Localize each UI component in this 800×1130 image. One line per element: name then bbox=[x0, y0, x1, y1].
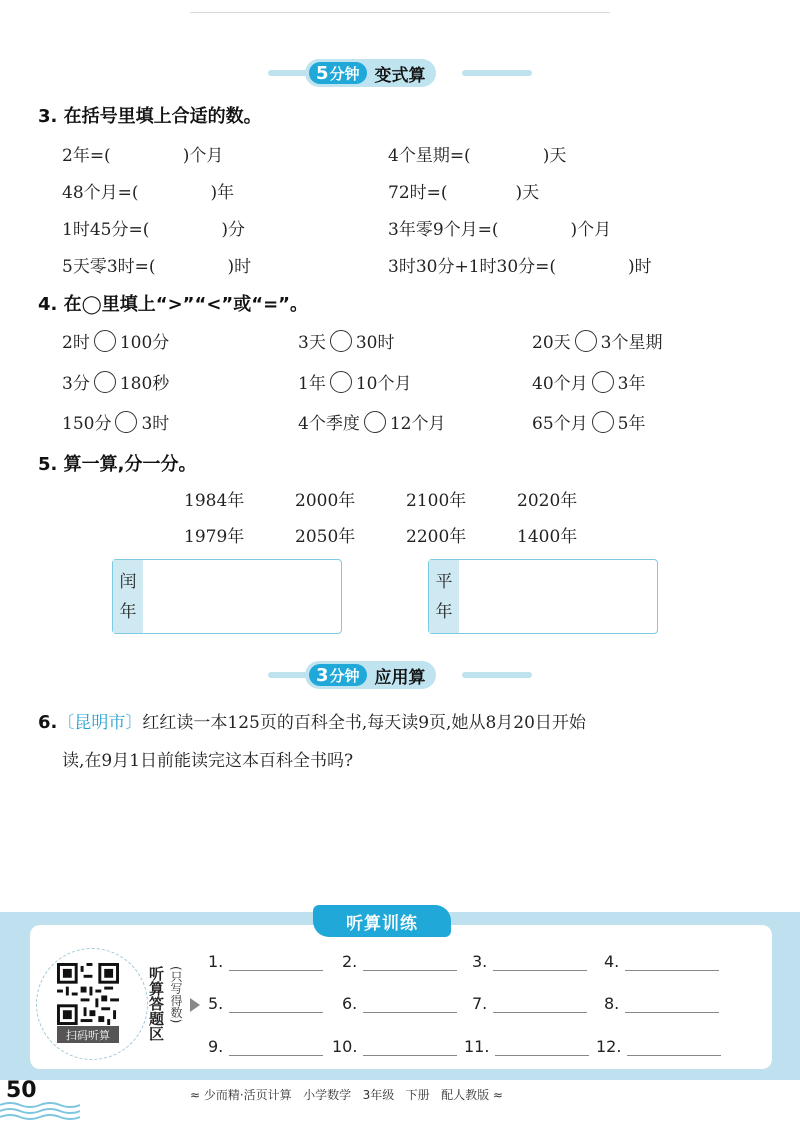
compare-circle[interactable] bbox=[94, 371, 116, 393]
year-item: 1984年 bbox=[184, 491, 245, 511]
year-item: 1400年 bbox=[517, 527, 578, 547]
q4-item-8: 4个季度 12个月 bbox=[298, 409, 445, 434]
q4-item-9: 65个月 5年 bbox=[532, 409, 645, 434]
q4-item-1: 2时 100分 bbox=[62, 328, 169, 353]
q3-title: 3. 在括号里填上合适的数。 bbox=[38, 106, 262, 127]
answer-slot[interactable]: 7. bbox=[472, 994, 587, 1013]
header-wing-right bbox=[462, 70, 532, 76]
common-year-label: 平 年 bbox=[429, 560, 459, 633]
section-header-applied bbox=[0, 660, 800, 690]
answer-slot[interactable]: 8. bbox=[604, 994, 719, 1013]
answer-area-label: 听算答题区 bbox=[147, 966, 165, 1041]
leap-year-label: 闰 年 bbox=[113, 560, 143, 633]
answer-slot[interactable]: 6. bbox=[342, 994, 457, 1013]
q4-item-4: 3分 180秒 bbox=[62, 369, 169, 394]
q4-item-2: 3天 30时 bbox=[298, 328, 394, 353]
q3-item-5: 1时45分=( )分 bbox=[62, 220, 245, 240]
q3-item-6: 3年零9个月=( )个月 bbox=[388, 220, 612, 240]
q6-line-2: 读,在9月1日前能读完这本百科全书吗? bbox=[62, 751, 354, 771]
footer-text: ≈ 少而精·活页计算 小学数学 3年级 下册 配人教版 ≈ bbox=[190, 1088, 503, 1102]
time-badge: 5 分钟 bbox=[309, 62, 367, 84]
compare-circle[interactable] bbox=[592, 411, 614, 433]
compare-circle[interactable] bbox=[592, 371, 614, 393]
q3-item-8: 3时30分+1时30分=( )时 bbox=[388, 257, 652, 277]
q5-title: 5. 算一算,分一分。 bbox=[38, 454, 197, 475]
q4-item-6: 40个月 3年 bbox=[532, 369, 645, 394]
answer-note: (只写得数) bbox=[169, 966, 183, 1024]
year-item: 1979年 bbox=[184, 527, 245, 547]
q3-item-4: 72时=( )天 bbox=[388, 183, 540, 203]
answer-slot[interactable]: 1. bbox=[208, 952, 323, 971]
answer-slot[interactable]: 9. bbox=[208, 1037, 323, 1056]
compare-circle[interactable] bbox=[364, 411, 386, 433]
scan-label: 扫码听算 bbox=[57, 1026, 119, 1043]
q3-item-7: 5天零3时=( )时 bbox=[62, 257, 252, 277]
header-pill bbox=[305, 59, 436, 87]
year-item: 2020年 bbox=[517, 491, 578, 511]
region-tag: 〔昆明市〕 bbox=[57, 713, 143, 733]
arrow-right-icon bbox=[190, 998, 200, 1012]
wave-decoration-icon bbox=[0, 1100, 80, 1120]
year-item: 2050年 bbox=[295, 527, 356, 547]
section-title: 应用算 bbox=[374, 667, 426, 688]
qr-code-icon[interactable] bbox=[57, 963, 119, 1025]
time-badge: 3 分钟 bbox=[309, 664, 367, 686]
year-item: 2000年 bbox=[295, 491, 356, 511]
q6-line-1: 6.〔昆明市〕红红读一本125页的百科全书,每天读9页,她从8月20日开始 bbox=[38, 712, 586, 733]
answer-slot[interactable]: 5. bbox=[208, 994, 323, 1013]
q4-title: 4. 在◯里填上“>”“<”或“=”。 bbox=[38, 294, 308, 315]
q3-item-2: 4个星期=( )天 bbox=[388, 146, 567, 166]
common-year-box[interactable] bbox=[428, 559, 658, 634]
page-number: 50 bbox=[6, 1078, 37, 1103]
year-item: 2100年 bbox=[406, 491, 467, 511]
q4-item-5: 1年 10个月 bbox=[298, 369, 411, 394]
leap-year-box[interactable] bbox=[112, 559, 342, 634]
top-rule bbox=[190, 12, 610, 13]
answer-slot[interactable]: 10. bbox=[332, 1037, 457, 1056]
listening-title: 听算训练 bbox=[313, 905, 451, 937]
compare-circle[interactable] bbox=[330, 330, 352, 352]
answer-slot[interactable]: 4. bbox=[604, 952, 719, 971]
answer-slot[interactable]: 2. bbox=[342, 952, 457, 971]
q3-item-1: 2年=( )个月 bbox=[62, 146, 224, 166]
section-header-variant bbox=[0, 58, 800, 88]
answer-slot[interactable]: 3. bbox=[472, 952, 587, 971]
compare-circle[interactable] bbox=[115, 411, 137, 433]
section-title: 变式算 bbox=[374, 65, 426, 86]
answer-slot[interactable]: 12. bbox=[596, 1037, 721, 1056]
compare-circle[interactable] bbox=[330, 371, 352, 393]
header-pill bbox=[305, 661, 436, 689]
compare-circle[interactable] bbox=[575, 330, 597, 352]
q4-item-7: 150分 3时 bbox=[62, 409, 169, 434]
compare-circle[interactable] bbox=[94, 330, 116, 352]
header-wing-right bbox=[462, 672, 532, 678]
q3-item-3: 48个月=( )年 bbox=[62, 183, 235, 203]
year-item: 2200年 bbox=[406, 527, 467, 547]
q4-item-3: 20天 3个星期 bbox=[532, 328, 662, 353]
answer-slot[interactable]: 11. bbox=[464, 1037, 589, 1056]
